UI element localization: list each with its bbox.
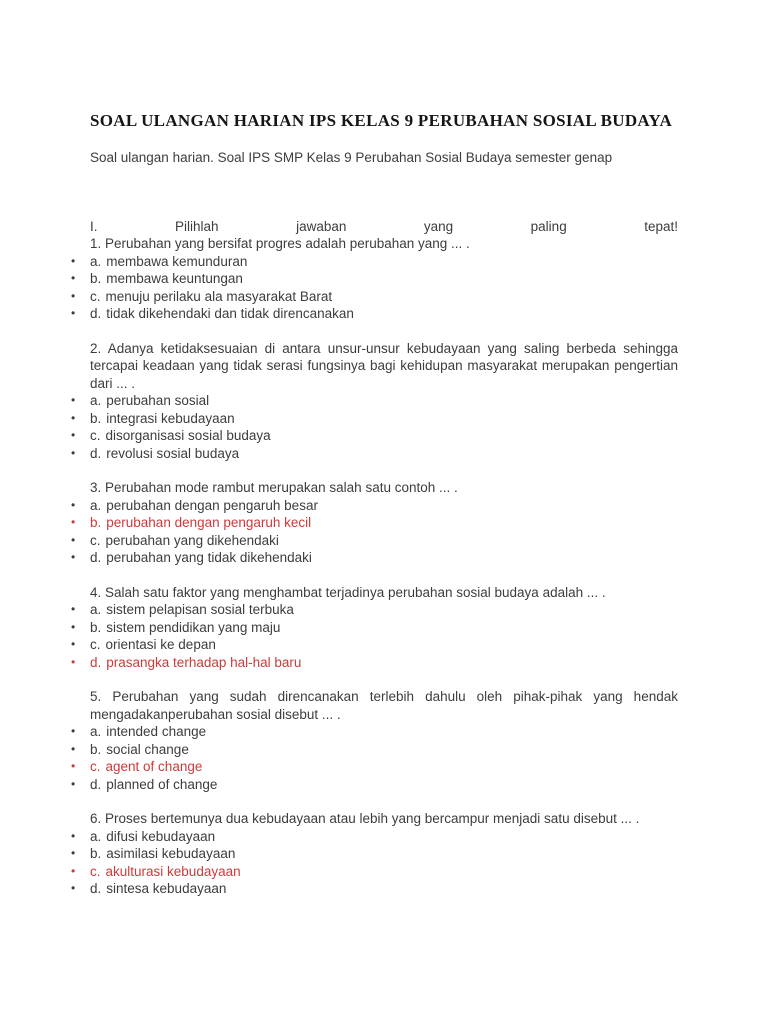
bullet-icon: • [71, 497, 76, 512]
question-number: 3. [90, 480, 102, 495]
option-label: a. [90, 497, 102, 513]
option-text: asimilasi kebudayaan [106, 846, 236, 861]
answer-option [68, 427, 678, 445]
bullet-icon: • [71, 776, 76, 791]
option-text: menuju perilaku ala masyarakat Barat [105, 288, 333, 304]
section-instruction: I. Pilihlah jawaban yang paling tepat! [90, 218, 678, 234]
option-label: a. [90, 602, 102, 617]
bullet-icon: • [71, 881, 76, 895]
bullet-icon: • [71, 637, 76, 651]
option-text: sistem pendidikan yang maju [106, 619, 281, 635]
bullet-icon: • [71, 863, 76, 878]
option-text: perubahan sosial [106, 393, 210, 408]
option-label: d. [90, 306, 102, 321]
question-list [68, 235, 678, 898]
option-text: intended change [106, 724, 207, 739]
answer-option [68, 305, 678, 323]
question-number: 5. [90, 689, 102, 704]
question-block [68, 340, 678, 463]
answer-options [68, 723, 678, 793]
option-label: b. [90, 741, 102, 757]
option-label: a. [90, 724, 102, 739]
bullet-icon: • [71, 515, 76, 529]
option-text: perubahan yang tidak dikehendaki [106, 550, 312, 565]
question-text: Perubahan yang sudah direncanakan terlebih dahulu oleh pihak-pihak yang hendak mengadakanperubahan sosial disebut ... . [90, 689, 678, 722]
question-text: Perubahan mode rambut merupakan salah satu contoh ... . [105, 480, 458, 495]
bullet-icon: • [71, 654, 76, 669]
answer-option [68, 863, 678, 881]
answer-option [68, 828, 678, 846]
question-block [68, 584, 678, 672]
answer-option [68, 845, 678, 863]
option-label: a. [90, 393, 102, 408]
option-text: membawa keuntungan [106, 271, 243, 286]
option-label: b. [90, 515, 102, 530]
answer-option [68, 410, 678, 428]
answer-option [68, 776, 678, 794]
bullet-icon: • [71, 288, 76, 303]
option-label: c. [90, 288, 101, 304]
answer-option [68, 497, 678, 515]
bullet-icon: • [71, 828, 76, 843]
bullet-icon: • [71, 271, 76, 285]
option-text: akulturasi kebudayaan [105, 863, 241, 879]
question-block [68, 479, 678, 567]
bullet-icon: • [71, 532, 76, 547]
question-text-line [90, 810, 678, 828]
question-number: 2. [90, 340, 102, 356]
bullet-icon: • [71, 253, 76, 268]
option-label: c. [90, 428, 101, 443]
option-label: c. [90, 759, 101, 774]
question-text: Adanya ketidaksesuaian di antara unsur-unsur kebudayaan yang saling berbeda sehingga tercapai keadaan yang tidak serasi fungsinya bagi kehidupan masyarakat merupakan pengertian dari ... . [90, 340, 678, 391]
bullet-icon: • [71, 445, 76, 460]
answer-option [68, 723, 678, 741]
option-label: d. [90, 550, 102, 565]
question-text-line [90, 584, 678, 602]
bullet-icon: • [71, 759, 76, 773]
option-label: d. [90, 776, 102, 792]
answer-option [68, 601, 678, 619]
option-label: b. [90, 271, 102, 286]
answer-options [68, 601, 678, 671]
document-subtitle: Soal ulangan harian. Soal IPS SMP Kelas 9 Perubahan Sosial Budaya semester genap [90, 150, 613, 165]
option-text: revolusi sosial budaya [106, 445, 240, 461]
question-text-line [90, 688, 678, 723]
question-block [68, 688, 678, 793]
bullet-icon: • [71, 410, 76, 425]
answer-option [68, 636, 678, 654]
answer-options [68, 828, 678, 898]
question-text-line [90, 340, 678, 393]
option-text: tidak dikehendaki dan tidak direncanakan [106, 306, 354, 321]
option-text: perubahan dengan pengaruh kecil [106, 515, 312, 530]
option-label: d. [90, 654, 102, 670]
answer-option [68, 532, 678, 550]
answer-option [68, 880, 678, 898]
option-text: sistem pelapisan sosial terbuka [106, 602, 294, 617]
option-text: social change [106, 741, 189, 757]
bullet-icon: • [71, 393, 76, 407]
document-title: SOAL ULANGAN HARIAN IPS KELAS 9 PERUBAHAN SOSIAL BUDAYA [90, 111, 673, 130]
option-text: membawa kemunduran [106, 253, 248, 269]
option-label: c. [90, 637, 101, 652]
answer-options [68, 392, 678, 462]
option-label: b. [90, 619, 102, 635]
option-text: perubahan dengan pengaruh besar [106, 497, 318, 513]
question-number: 4. [90, 584, 102, 600]
answer-option [68, 549, 678, 567]
answer-options [68, 253, 678, 323]
answer-option [68, 514, 678, 532]
answer-option [68, 392, 678, 410]
answer-option [68, 445, 678, 463]
option-text: integrasi kebudayaan [106, 410, 235, 426]
bullet-icon: • [71, 724, 76, 738]
bullet-icon: • [71, 428, 76, 442]
question-text: Salah satu faktor yang menghambat terjadinya perubahan sosial budaya adalah ... . [105, 584, 606, 600]
option-label: c. [90, 863, 101, 879]
answer-option [68, 619, 678, 637]
question-text: Proses bertemunya dua kebudayaan atau lebih yang bercampur menjadi satu disebut ... . [105, 811, 640, 826]
answer-option [68, 288, 678, 306]
answer-options [68, 497, 678, 567]
option-text: orientasi ke depan [105, 637, 216, 652]
question-text-line [90, 235, 678, 253]
option-label: d. [90, 445, 102, 461]
option-label: b. [90, 846, 102, 861]
option-label: a. [90, 253, 102, 269]
option-label: c. [90, 532, 101, 548]
bullet-icon: • [71, 550, 76, 564]
option-text: sintesa kebudayaan [106, 881, 227, 896]
answer-option [68, 758, 678, 776]
bullet-icon: • [71, 846, 76, 860]
option-text: planned of change [106, 776, 218, 792]
bullet-icon: • [71, 602, 76, 616]
question-number: 6. [90, 811, 102, 826]
bullet-icon: • [71, 619, 76, 634]
question-text: Perubahan yang bersifat progres adalah perubahan yang ... . [105, 236, 470, 251]
answer-option [68, 654, 678, 672]
option-label: a. [90, 828, 102, 844]
document-content [68, 111, 678, 898]
answer-option [68, 741, 678, 759]
option-label: d. [90, 881, 102, 896]
question-text-line [90, 479, 678, 497]
option-text: disorganisasi sosial budaya [105, 428, 271, 443]
option-text: perubahan yang dikehendaki [105, 532, 279, 548]
answer-option [68, 270, 678, 288]
question-block [68, 235, 678, 323]
bullet-icon: • [71, 741, 76, 756]
question-block [68, 810, 678, 898]
option-text: agent of change [105, 759, 203, 774]
option-label: b. [90, 410, 102, 426]
option-text: difusi kebudayaan [106, 828, 216, 844]
question-number: 1. [90, 236, 102, 251]
option-text: prasangka terhadap hal-hal baru [106, 654, 302, 670]
answer-option [68, 253, 678, 271]
bullet-icon: • [71, 306, 76, 320]
